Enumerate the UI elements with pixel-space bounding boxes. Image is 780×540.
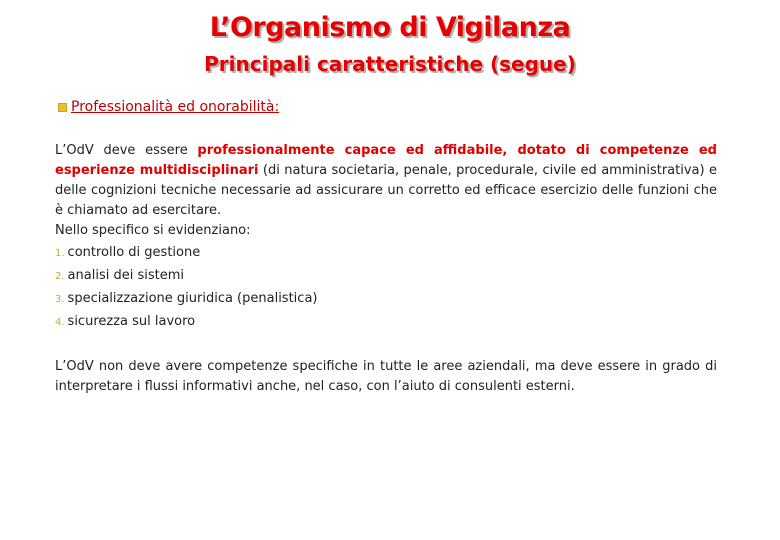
bullet-icon [58,103,67,112]
list-number: 3. [55,294,65,305]
paragraph-2: Nello specifico si evidenziano: [55,223,251,238]
section-heading-text: Professionalità ed onorabilità: [71,99,280,115]
list-text: controllo di gestione [67,245,201,260]
list-item [55,243,317,266]
list-text: specializzazione giuridica (penalistica) [67,291,318,306]
list-text: analisi dei sistemi [67,268,184,283]
paragraph-1 [55,141,717,221]
section-heading [58,99,279,115]
list-item [55,266,317,289]
para1-rest: (di natura societaria, penale, procedurale, civile ed amministrativa) e delle cognizioni tecniche necessarie ad assicurare un corretto ed efficace esercizio delle funzioni che è chiamato ad esercitare. [55,163,717,218]
numbered-list [55,243,317,335]
list-text: sicurezza sul lavoro [67,314,196,329]
list-item [55,312,317,335]
list-item [55,289,317,312]
list-number: 1. [55,248,65,259]
paragraph-3: L’OdV non deve avere competenze specifiche in tutte le aree aziendali, ma deve essere in grado di interpretare i flussi informativi anche, nel caso, con l’aiuto di consulenti esterni. [55,359,717,394]
para1-intro: L’OdV deve essere [55,143,198,158]
slide-title: L’Organismo di Vigilanza [209,12,571,43]
list-number: 2. [55,271,65,282]
slide-subtitle: Principali caratteristiche (segue) [204,52,576,76]
para1-highlight: professionalmente capace ed affidabile, dotato di competenze ed esperienze multidisciplinari [55,143,717,178]
list-number: 4. [55,317,65,328]
